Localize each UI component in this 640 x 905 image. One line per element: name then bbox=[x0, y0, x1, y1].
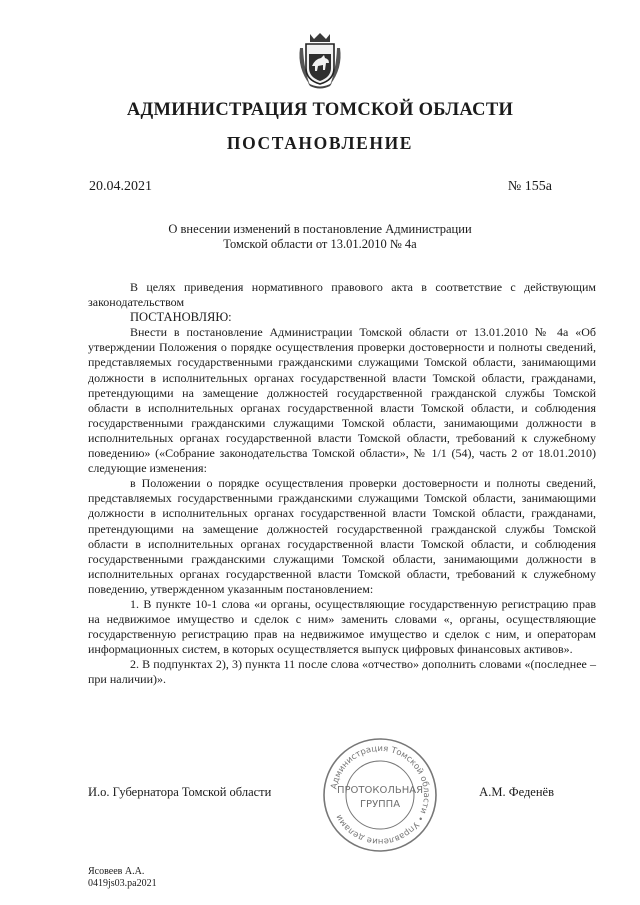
stamp-ring-text: Администрация Томской области • Управление делами bbox=[329, 743, 432, 847]
document-body bbox=[88, 280, 596, 688]
document-date: 20.04.2021 bbox=[89, 179, 152, 194]
stamp-center-line: ПРОТОКОЛЬНАЯ bbox=[336, 785, 424, 796]
decree-heading: ПОСТАНОВЛЯЮ: bbox=[130, 310, 232, 325]
tomsk-region-coat-of-arms-icon bbox=[296, 30, 344, 90]
subject-line: Томской области от 13.01.2010 № 4а bbox=[223, 237, 417, 251]
document-type: ПОСТАНОВЛЕНИЕ bbox=[226, 133, 414, 153]
subject-line: О внесении изменений в постановление Администрации bbox=[168, 222, 472, 236]
regulation-paragraph: в Положении о порядке осуществления проверки достоверности и полноты сведений, представляемых государственными гражданскими служащими Томской области, занимающими должности в исполнительных органах государственной власти Томской области, гражданами, претендующими на замещение должностей государственной гражданской службы Томской области в исполнительных органах государственной власти Томской области, и соблюдения государственными гражданскими служащими Томской области, занимающими должности в исполнительных органах государственной власти Томской области, требований к служебному поведению, утвержденном указанным постановлением: bbox=[88, 476, 596, 596]
official-stamp bbox=[320, 735, 440, 855]
executor-footer bbox=[88, 866, 157, 890]
intro-paragraph: Внести в постановление Администрации Томской области от 13.01.2010 № 4а «Об утверждении Положения о порядке осуществления проверки достоверности и полноты сведений, представляемых государственными гражданскими служащими Томской области, занимающими должности в исполнительных органах государственной власти Томской области, гражданами, претендующими на замещение должностей государственной гражданской службы Томской области в исполнительных органах государственной власти Томской области, и соблюдения государственными гражданскими служащими Томской области, занимающими должности в исполнительных органах государственной власти Томской области, требований к служебному поведению» («Собрание законодательства Томской области», № 1/1 (54), часть 2 от 18.01.2010) следующие изменения: bbox=[88, 325, 596, 476]
item-paragraph: 2. В подпунктах 2), 3) пункта 11 после слова «отчество» дополнить словами «(последнее – при наличии)». bbox=[88, 657, 596, 687]
preamble-paragraph: В целях приведения нормативного правового акта в соответствие с действующим законодательством bbox=[88, 280, 596, 310]
document-subject bbox=[0, 222, 640, 252]
organization-name: АДМИНИСТРАЦИЯ ТОМСКОЙ ОБЛАСТИ bbox=[126, 100, 514, 120]
stamp-center-line: ГРУППА bbox=[359, 799, 401, 810]
item-paragraph: 1. В пункте 10-1 слова «и органы, осуществляющие государственную регистрацию прав на недвижимое имущество и сделок с ним» заменить словами «, органы, осуществляющие государственную регистрацию прав на недвижимое имущество и сделок с ним, и операторам информационных систем, в которых осуществляется выпуск цифровых финансовых активов». bbox=[88, 596, 596, 657]
signatory-position: И.о. Губернатора Томской области bbox=[88, 785, 272, 799]
signatory-name: А.М. Феденёв bbox=[479, 785, 554, 799]
file-code: 0419js03.ра2021 bbox=[88, 878, 157, 889]
document-number: № 155а bbox=[507, 179, 552, 194]
executor-name: Ясовеев А.А. bbox=[88, 866, 145, 877]
